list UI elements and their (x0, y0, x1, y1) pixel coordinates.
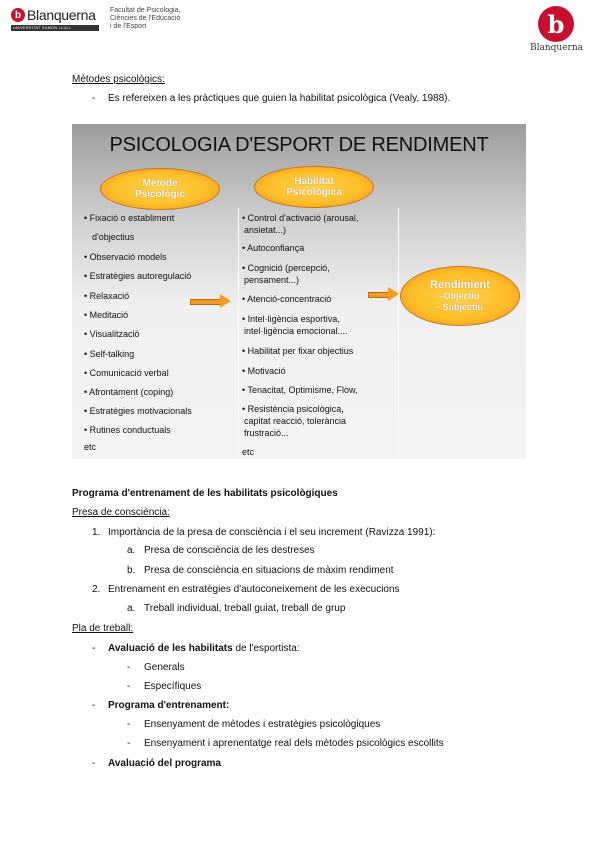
skill-item: • Intel·ligència esportiva, (242, 314, 340, 324)
method-item: • Estratègies motivacionals (84, 406, 192, 416)
method-item: • Rutines conductuals (84, 425, 171, 435)
skill-item: • Control d'activació (arousal, (242, 213, 359, 223)
methods-bullet: Es refereixen a les pràctiques que guien la habilitat psicològica (Vealy, 1988). (108, 93, 451, 104)
plan-subitem: Generals (144, 662, 185, 673)
program-title: Programa d'entrenament de les habilitats psicològiques (72, 488, 338, 499)
plan-subitem: Ensenyament i aprenentatge real dels mètodes psicològics escollits (144, 738, 444, 749)
skill-item: ansietat...) (244, 225, 287, 235)
logo-text: Blanquerna (27, 7, 96, 23)
arrow-right-icon (220, 294, 231, 308)
skill-item: • Resistència psicològica, (242, 404, 344, 414)
skill-item: • Habilitat per fixar objectius (242, 346, 354, 356)
blanquerna-logo-right (530, 6, 582, 53)
list-item: Importància de la presa de consciència i el seu increment (Ravizza 1991): (108, 527, 436, 538)
skill-ellipse: Habilitat Psicològica (254, 166, 374, 208)
method-item: • Fixació o establiment (84, 213, 175, 223)
skill-item: • Atenció-concentració (242, 294, 332, 304)
bullet-dash: - (92, 643, 96, 654)
section-heading-methods: Mètodes psicològics: (72, 74, 165, 85)
arrow-right-icon (388, 287, 399, 301)
blanquerna-logo (11, 7, 99, 31)
skill-item: capitat reacció, tolerància (244, 416, 347, 426)
list-item: Entrenament en estratègies d'autoconeixement de les execucions (108, 584, 400, 595)
bullet-dash: - (92, 700, 96, 711)
skill-item: • Tenacitat, Optimisme, Flow, (242, 385, 358, 395)
method-item: • Self-talking (84, 349, 135, 359)
awareness-heading: Presa de consciència: (72, 507, 170, 518)
list-item: Presa de consciència en situacions de màxim rendiment (144, 565, 394, 576)
method-item: • Afrontament (coping) (84, 387, 174, 397)
method-ellipse: Mètode Psicològic (100, 168, 220, 210)
plan-subitem: Ensenyament de mètodes i estratègies psicològiques (144, 719, 381, 730)
skill-item: etc (242, 447, 255, 457)
list-letter: b. (127, 565, 136, 576)
bullet-dash: - (92, 93, 96, 104)
list-letter: a. (127, 603, 136, 614)
skill-item: • Autoconfiança (242, 243, 305, 253)
bullet-dash: - (127, 681, 131, 692)
skill-item: intel·ligència emocional.... (244, 326, 348, 336)
bullet-dash: - (92, 758, 96, 769)
method-item: • Relaxació (84, 291, 130, 301)
list-number: 1. (92, 527, 101, 538)
plan-item: Avaluació de les habilitats de l'esportista: (108, 643, 300, 654)
skill-item: • Cognició (percepció, (242, 263, 330, 273)
method-item: • Estratègies autoregulació (84, 271, 192, 281)
performance-ellipse: Rendimient -Objectiu - Subjectiu (400, 266, 520, 326)
bullet-dash: - (127, 738, 131, 749)
psychology-figure (72, 124, 526, 459)
arrow-2-shaft (368, 292, 390, 298)
skill-item: frustració... (244, 428, 289, 438)
faculty-name: Facultat de Psicologia, Ciències de l'Educació i de l'Esport (110, 7, 181, 30)
bullet-dash: - (127, 662, 131, 673)
list-number: 2. (92, 584, 101, 595)
workplan-heading: Pla de treball: (72, 623, 134, 634)
divider-line-2 (398, 208, 399, 456)
logo-b-icon: b (11, 8, 25, 22)
method-item: • Observació models (84, 252, 167, 262)
plan-item: Programa d'entrenament: (108, 700, 230, 711)
divider-line-1 (238, 208, 239, 456)
logo-circle-icon: b (538, 6, 574, 42)
plan-item: Avaluació del programa (108, 758, 221, 769)
arrow-1-shaft (190, 299, 222, 305)
list-letter: a. (127, 545, 136, 556)
method-item: • Comunicació verbal (84, 368, 169, 378)
method-item: etc (84, 442, 97, 452)
plan-subitem: Específiques (144, 681, 202, 692)
skill-item: pensament...) (244, 275, 300, 285)
skill-item: • Motivació (242, 366, 286, 376)
bullet-dash: - (127, 719, 131, 730)
list-item: Treball individual, treball guiat, treball de grup (144, 603, 346, 614)
method-item: d'objectius (92, 232, 135, 242)
figure-title: PSICOLOGIA D'ESPORT DE RENDIMENT (109, 134, 489, 156)
list-item: Presa de consciència de les destreses (144, 545, 315, 556)
method-item: • Visualització (84, 329, 140, 339)
logo-right-text: Blanquerna (530, 43, 584, 53)
logo-subtitle: UNIVERSITAT RAMON LLULL (11, 25, 99, 31)
method-item: • Meditació (84, 310, 129, 320)
